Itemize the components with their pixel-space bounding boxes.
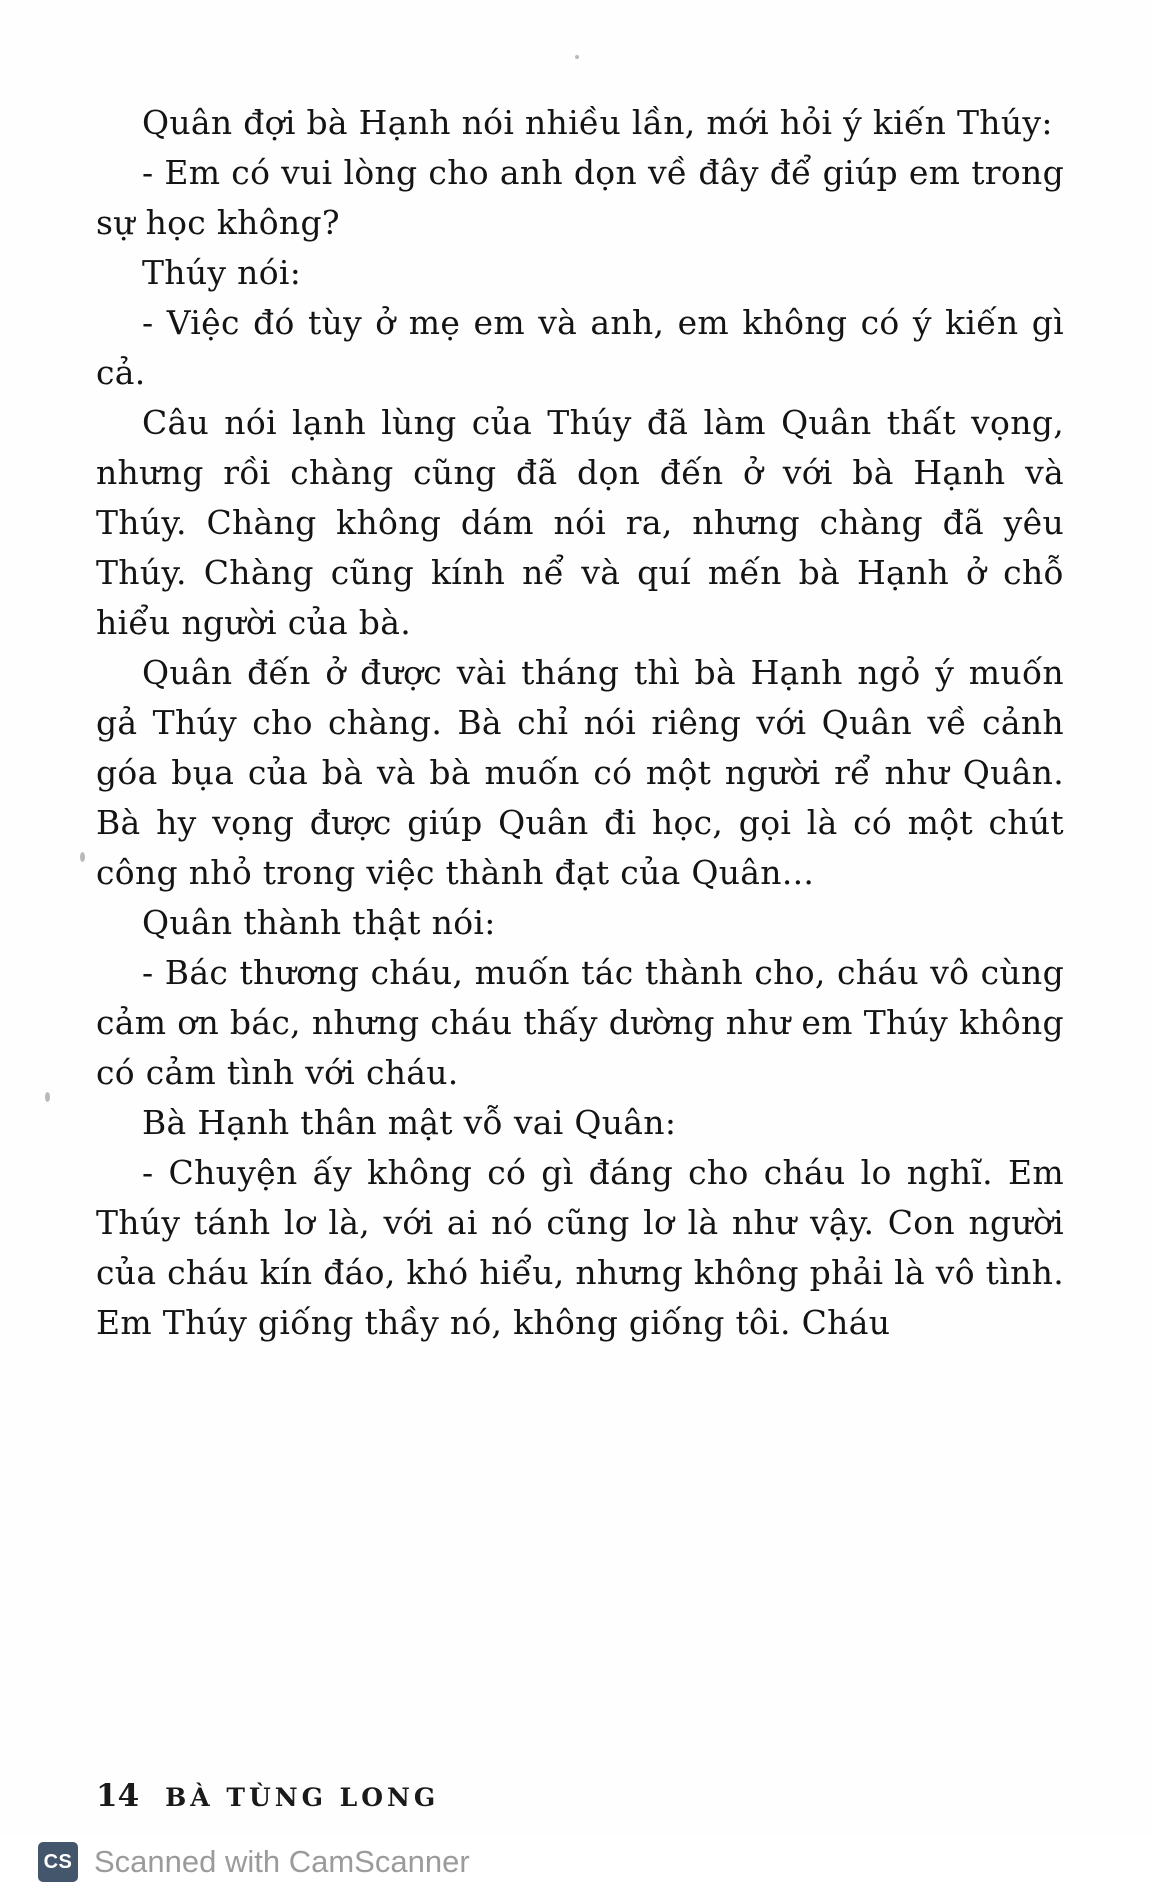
camscanner-watermark-bar [0,1836,1152,1888]
page-number: 14 [96,1778,140,1814]
page-footer [96,1778,439,1814]
camscanner-logo-icon: CS [38,1842,78,1882]
author-name: BÀ TÙNG LONG [165,1783,440,1812]
paragraph: Câu nói lạnh lùng của Thúy đã làm Quân thất vọng, nhưng rồi chàng cũng đã dọn đến ở với bà Hạnh và Thúy. Chàng không dám nói ra, nhưng chàng đã yêu Thúy. Chàng cũng kính nể và quí mến bà Hạnh ở chỗ hiểu người của bà. [96,403,1064,642]
scan-artifact [575,55,579,59]
paragraph: Quân đợi bà Hạnh nói nhiều lần, mới hỏi ý kiến Thúy: [142,103,1053,142]
scan-artifact [45,1092,50,1102]
paragraph: - Em có vui lòng cho anh dọn về đây để giúp em trong sự học không? [96,153,1064,242]
paragraph: Quân thành thật nói: [142,903,496,942]
paragraph: Thúy nói: [142,253,302,292]
paragraph: - Chuyện ấy không có gì đáng cho cháu lo nghĩ. Em Thúy tánh lơ là, với ai nó cũng lơ là như vậy. Con người của cháu kín đáo, khó hiểu, nhưng không phải là vô tình. Em Thúy giống thầy nó, không giống tôi. Cháu [96,1153,1064,1342]
camscanner-watermark-text: Scanned with CamScanner [94,1844,470,1879]
paragraph: Bà Hạnh thân mật vỗ vai Quân: [142,1103,677,1142]
paragraph: Quân đến ở được vài tháng thì bà Hạnh ngỏ ý muốn gả Thúy cho chàng. Bà chỉ nói riêng với Quân về cảnh góa bụa của bà và bà muốn có một người rể như Quân. Bà hy vọng được giúp Quân đi học, gọi là có một chút công nhỏ trong việc thành đạt của Quân... [96,653,1064,892]
paragraph: - Việc đó tùy ở mẹ em và anh, em không có ý kiến gì cả. [96,303,1064,392]
paragraph: - Bác thương cháu, muốn tác thành cho, cháu vô cùng cảm ơn bác, nhưng cháu thấy dường như em Thúy không có cảm tình với cháu. [96,953,1064,1092]
body-text [96,98,1064,1348]
scan-artifact [80,852,85,862]
